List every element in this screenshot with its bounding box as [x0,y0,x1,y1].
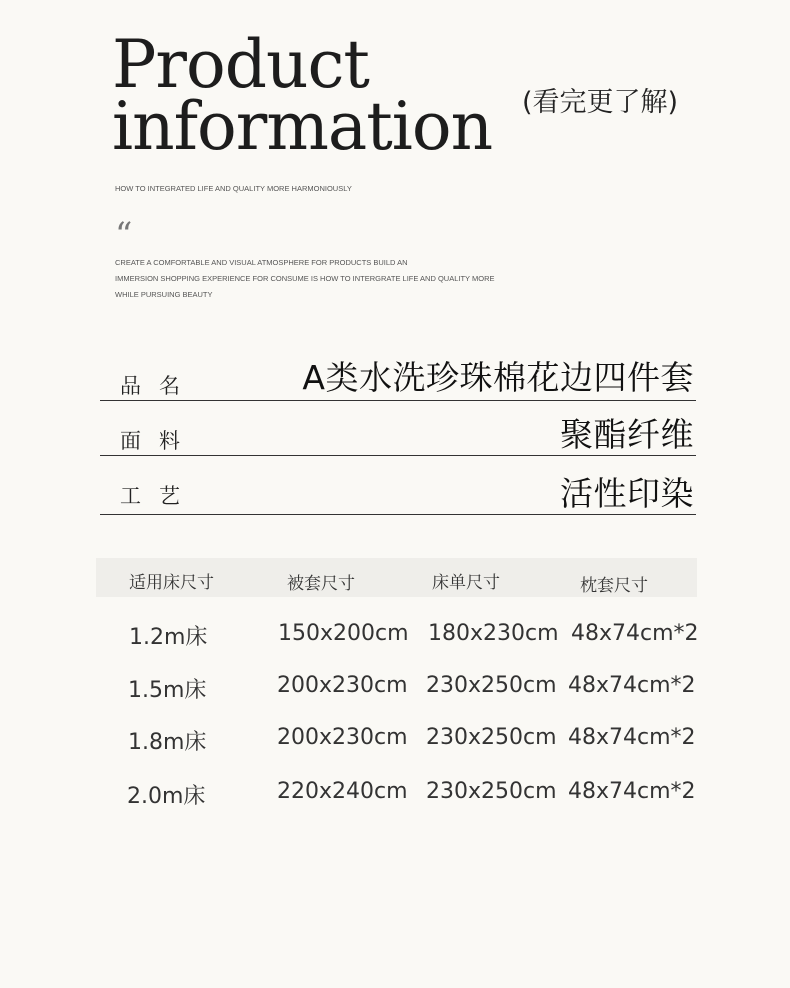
cell-sheet: 180x230cm [428,621,559,646]
cell-pillow: 48x74cm*2 [568,673,696,698]
tagline: HOW TO INTEGRATED LIFE AND QUALITY MORE HARMONIOUSLY [115,184,352,193]
info-label: 品名 [120,374,198,398]
header-bed-size: 适用床尺寸 [129,573,214,593]
cell-bed: 1.5m床 [128,678,207,703]
cell-duvet: 220x240cm [277,779,408,804]
cell-bed: 1.8m床 [128,730,207,755]
cell-bed: 1.2m床 [129,625,208,650]
cell-pillow: 48x74cm*2 [571,621,699,646]
info-label: 面料 [120,429,198,453]
size-table-header [96,558,697,597]
header-duvet-size: 被套尺寸 [287,574,355,594]
header-sheet-size: 床单尺寸 [432,573,500,593]
info-label: 工艺 [120,484,198,508]
cell-sheet: 230x250cm [426,673,557,698]
cell-duvet: 200x230cm [277,725,408,750]
cell-duvet: 200x230cm [277,673,408,698]
description-line: CREATE A COMFORTABLE AND VISUAL ATMOSPHERE FOR PRODUCTS BUILD AN [115,258,408,267]
info-value: 聚酯纤维 [560,415,694,454]
info-value: 活性印染 [560,474,694,513]
quote-mark-icon: “ [115,215,129,255]
see-more-label: (看完更了解) [522,87,679,118]
title-information: information [112,88,493,165]
header-pillowcase-size: 枕套尺寸 [580,576,648,596]
description [115,255,495,303]
description-line: WHILE PURSUING BEAUTY [115,290,213,299]
title-product: Product [112,26,369,103]
cell-sheet: 230x250cm [426,779,557,804]
cell-duvet: 150x200cm [278,621,409,646]
info-row-process [100,456,696,515]
info-row-fabric [100,401,696,456]
description-line: IMMERSION SHOPPING EXPERIENCE FOR CONSUME IS HOW TO INTERGRATE LIFE AND QUALITY MORE [115,274,495,283]
title-block [112,26,493,165]
info-value: A类水洗珍珠棉花边四件套 [302,358,694,397]
cell-pillow: 48x74cm*2 [568,779,696,804]
cell-bed: 2.0m床 [127,784,206,809]
cell-sheet: 230x250cm [426,725,557,750]
info-row-name [100,346,696,401]
cell-pillow: 48x74cm*2 [568,725,696,750]
